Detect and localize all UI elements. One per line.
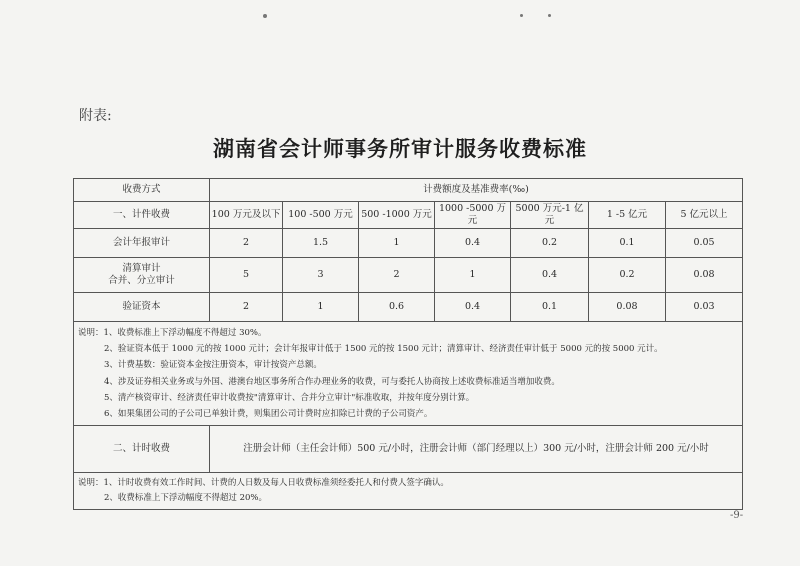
method-header: 收费方式: [74, 179, 210, 202]
rate-cell: 5: [210, 258, 283, 293]
rate-cell: 0.03: [666, 293, 743, 322]
notes2-row: [74, 473, 743, 510]
band-row: [74, 202, 743, 229]
rate-cell: 0.08: [666, 258, 743, 293]
table-row: [74, 229, 743, 258]
rate-cell: 1: [359, 229, 435, 258]
note-line: 说明：1、计时收费有效工作时间、计费的人日数及每人日收费标准须经委托人和付费人签字确认。: [78, 478, 449, 489]
note-line: 3、计费基数：验证资本金按注册资本，审计按资产总额。: [104, 360, 322, 371]
rate-header: 计费额度及基准费率(‰): [210, 179, 743, 202]
rate-cell: 0.08: [589, 293, 666, 322]
note-line: 5、清产核资审计、经济责任审计收费按"清算审计、合并分立审计"标准收取，并按年度分别计算。: [104, 392, 475, 403]
notes1-cell: [74, 322, 743, 426]
rate-cell: 3: [283, 258, 359, 293]
rate-cell: 1: [435, 258, 511, 293]
notes1-row: [74, 322, 743, 426]
note-line: 2、收费标准上下浮动幅度不得超过 20%。: [104, 493, 268, 504]
rate-cell: 0.1: [511, 293, 589, 322]
row-label: [74, 258, 210, 293]
rate-cell: 0.4: [435, 293, 511, 322]
section1-label: 一、计件收费: [74, 202, 210, 229]
rate-cell: 1.5: [283, 229, 359, 258]
rate-cell: 0.6: [359, 293, 435, 322]
rate-cell: 2: [210, 229, 283, 258]
row-label-line2: 合并、分立审计: [108, 275, 175, 286]
row-label-line1: 清算审计: [122, 262, 161, 274]
row-label: 会计年报审计: [74, 229, 210, 258]
band-cell: 1 -5 亿元: [589, 202, 666, 229]
band-cell: 5000 万元-1 亿元: [511, 202, 589, 229]
band-cell: 1000 -5000 万元: [435, 202, 511, 229]
rate-cell: 2: [359, 258, 435, 293]
page-title: 湖南省会计师事务所审计服务收费标准: [213, 137, 587, 161]
table-row: [74, 258, 743, 293]
rate-cell: 1: [283, 293, 359, 322]
band-cell: 500 -1000 万元: [359, 202, 435, 229]
page-number: -9-: [730, 510, 744, 521]
rate-cell: 0.05: [666, 229, 743, 258]
note-line: 说明：1、收费标准上下浮动幅度不得超过 30%。: [78, 328, 267, 338]
section2-label: 二、计时收费: [74, 426, 210, 473]
rate-cell: 0.2: [589, 258, 666, 293]
fee-standard-table: [73, 178, 743, 510]
rate-cell: 0.4: [435, 229, 511, 258]
notes2-cell: [74, 473, 743, 510]
table-row: [74, 293, 743, 322]
note-line: 6、如果集团公司的子公司已单独计费，则集团公司计费时应扣除已计费的子公司资产。: [104, 409, 433, 420]
time-fee-row: [74, 426, 743, 473]
band-cell: 100 -500 万元: [283, 202, 359, 229]
rate-cell: 0.4: [511, 258, 589, 293]
rate-cell: 0.2: [511, 229, 589, 258]
band-cell: 100 万元及以下: [210, 202, 283, 229]
scan-speck: [548, 14, 551, 17]
band-cell: 5 亿元以上: [666, 202, 743, 229]
time-rates-text: 注册会计师（主任会计师）500 元/小时，注册会计师（部门经理以上）300 元/小时，注册会计师 200 元/小时: [210, 426, 743, 473]
rate-cell: 0.1: [589, 229, 666, 258]
scan-speck: [263, 14, 267, 18]
note-line: 4、涉及证券相关业务或与外国、港澳台地区事务所合作办理业务的收费，可与委托人协商按上述收费标准适当增加收费。: [104, 376, 560, 387]
row-label: 验证资本: [74, 293, 210, 322]
appendix-label: 附表:: [79, 108, 112, 124]
table-header-row: [74, 179, 743, 202]
rate-cell: 2: [210, 293, 283, 322]
scan-speck: [520, 14, 523, 17]
note-line: 2、验证资本低于 1000 元的按 1000 元计；会计年报审计低于 1500 元的按 1500 元计；清算审计、经济责任审计低于 5000 元的按 5000 元计。: [104, 344, 663, 355]
